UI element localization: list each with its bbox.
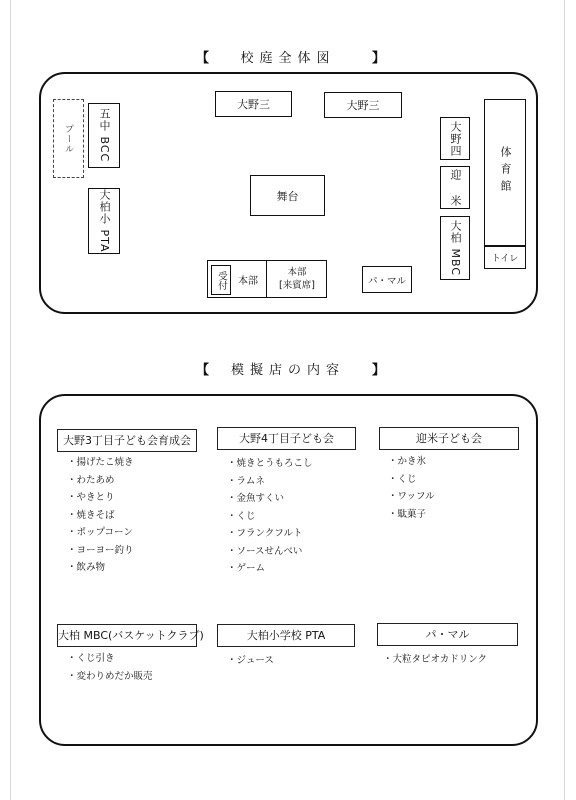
shop-item: ・ 飲み物: [67, 559, 134, 577]
shop-item: ・ 焼きそば: [67, 507, 134, 525]
booth-ono4: [440, 117, 470, 160]
title-bracket-right: 】: [372, 51, 387, 66]
hq-guest-line1: 本部: [287, 267, 307, 278]
shop-item: ・ くじ引き: [67, 650, 153, 668]
shop-group-head: 大柏 MBC(バスケットクラブ): [57, 624, 197, 647]
shop-group-head: 大野3丁目子ども会育成会: [57, 429, 197, 452]
shop-item-list: [227, 652, 274, 670]
shop-item: ・ くじ: [388, 471, 435, 489]
shop-item: ・ 変わりめだか販売: [67, 668, 153, 686]
shop-group-head: 迎米子ども会: [379, 427, 519, 450]
booth-pamaru-label: パ・マル: [367, 275, 406, 287]
shop-item-list: [388, 453, 435, 523]
gymnasium-label: 体育館: [499, 146, 512, 197]
shop-group-head: パ・マル: [377, 623, 518, 646]
shop-item: ・ フランクフルト: [227, 525, 313, 543]
booth-ouka-mbc-label: 大柏 MBC: [449, 219, 462, 277]
hq-guest-seats: [267, 262, 327, 296]
shop-item-list: [227, 455, 313, 578]
booth-ono3-left-label: 大野三: [237, 98, 270, 111]
shop-item: ・ やきとり: [67, 489, 134, 507]
shop-item: ・ ラムネ: [227, 473, 313, 491]
hq-guest-line2: [来賓席]: [279, 280, 315, 291]
shops-bracket-right: 】: [372, 363, 387, 378]
shop-item: ・ ソースせんべい: [227, 543, 313, 561]
shop-item: ・ 揚げたこ焼き: [67, 454, 134, 472]
booth-geimai: [440, 166, 470, 209]
stage: [250, 175, 325, 216]
shop-item-list: [67, 454, 134, 577]
toilet: [484, 246, 526, 269]
shop-item: ・ 焼きとうもろこし: [227, 455, 313, 473]
pool-area: [53, 99, 84, 178]
shops-bracket-left: 【: [196, 363, 211, 378]
shop-item: ・ ジュース: [227, 652, 274, 670]
hq-label: 本部: [238, 275, 258, 287]
shop-item: ・ かき氷: [388, 453, 435, 471]
reception-desk: [211, 265, 231, 295]
booth-pamaru: [362, 266, 412, 293]
booth-gochu-bcc-label: 五中 BCC: [98, 108, 111, 163]
shop-item: ・ くじ: [227, 508, 313, 526]
shop-item: ・ 駄菓子: [388, 506, 435, 524]
booth-ono3-left: [215, 91, 292, 117]
shop-item-list: [67, 650, 153, 685]
shop-group-head: 大野4丁目子ども会: [217, 427, 356, 450]
hq-tent: [232, 262, 264, 296]
shop-item: ・ わたあめ: [67, 472, 134, 490]
shops-title-text: 模擬店の内容: [230, 363, 345, 378]
shop-item: ・ ヨーヨー釣り: [67, 542, 134, 560]
booth-gochu-bcc: [88, 103, 120, 168]
toilet-label: トイレ: [491, 254, 519, 264]
booth-oukashi-pta-label: 大柏小 PTA: [98, 189, 111, 253]
booth-ouka-mbc: [440, 216, 470, 280]
shop-item: ・ 大粒タピオカドリンク: [383, 651, 487, 669]
shop-item: ・ ワッフル: [388, 488, 435, 506]
booth-oukashi-pta: [88, 188, 120, 254]
booth-ono4-label: 大野四: [449, 120, 462, 157]
reception-label: 受付: [216, 270, 227, 290]
shop-item: ・ 金魚すくい: [227, 490, 313, 508]
title-bracket-left: 【: [196, 51, 211, 66]
booth-ono3-right-label: 大野三: [346, 99, 380, 112]
map-title-text: 校庭全体図: [240, 51, 336, 66]
stage-label: 舞台: [276, 189, 299, 203]
booth-geimai-label: 迎 米: [449, 168, 462, 207]
pool-label: プール: [63, 123, 73, 154]
booth-ono3-right: [324, 92, 402, 118]
shop-item-list: [383, 651, 487, 669]
shop-group-head: 大柏小学校 PTA: [217, 624, 355, 647]
gymnasium: [484, 99, 526, 246]
shop-item: ・ ポップコーン: [67, 524, 134, 542]
shop-item: ・ ゲーム: [227, 560, 313, 578]
